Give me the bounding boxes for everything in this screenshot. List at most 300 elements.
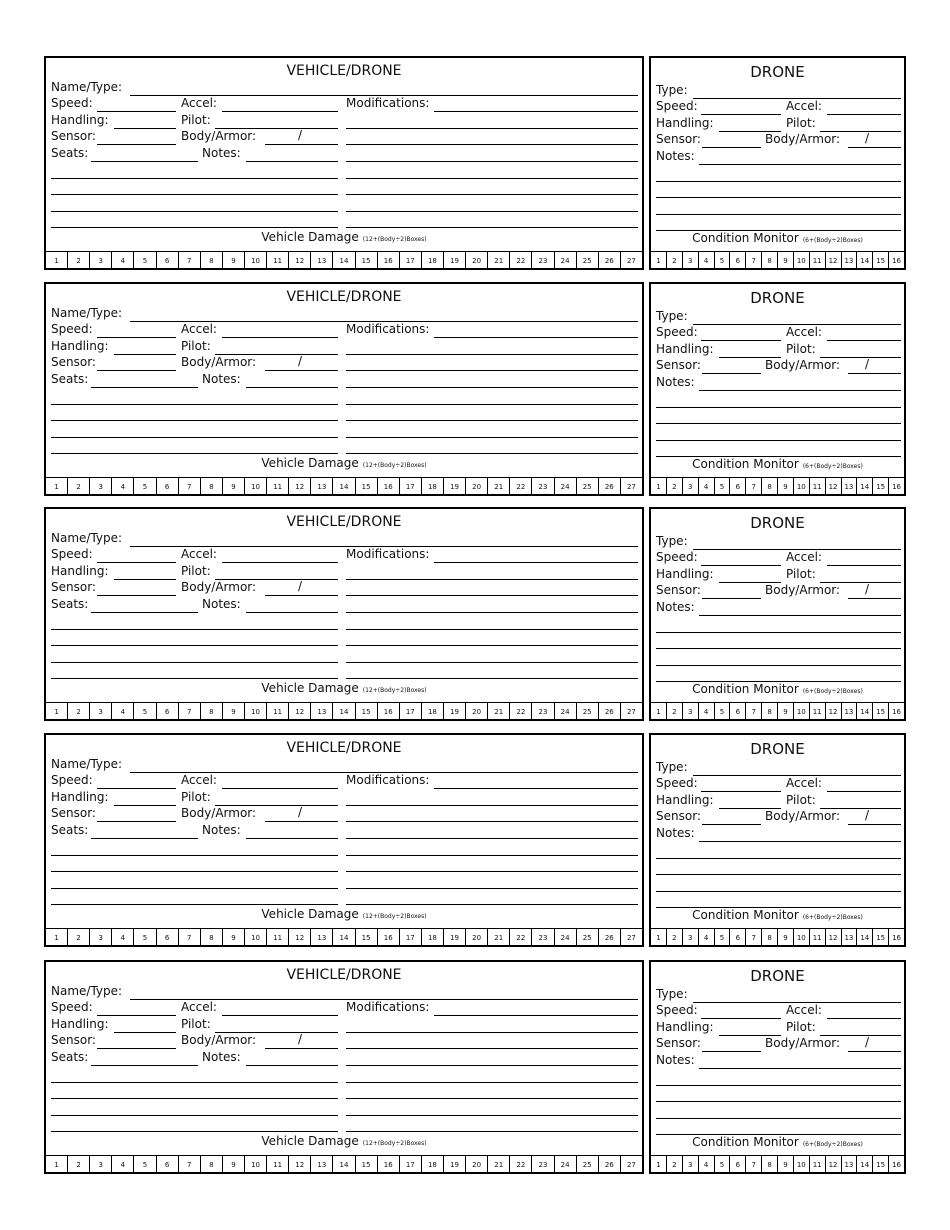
condition-box[interactable]: 16 (892, 934, 902, 942)
notes-line[interactable] (51, 1082, 338, 1083)
damage-box[interactable]: 14 (333, 478, 355, 496)
damage-box[interactable]: 21 (488, 478, 510, 496)
drone-body-armor-field[interactable] (848, 598, 901, 599)
drone-notes-line[interactable] (656, 1118, 901, 1119)
modifications-line[interactable] (346, 838, 638, 839)
speed-field[interactable] (97, 788, 176, 789)
condition-box[interactable]: 13 (842, 703, 858, 721)
damage-box[interactable]: 19 (444, 478, 466, 496)
notes-line[interactable] (51, 437, 338, 438)
drone-accel-field[interactable] (827, 565, 901, 566)
damage-box[interactable]: 27 (626, 257, 636, 265)
damage-box[interactable]: 16 (378, 252, 400, 270)
drone-speed-field[interactable] (701, 114, 781, 115)
accel-field[interactable] (222, 337, 338, 338)
damage-box[interactable]: 26 (599, 252, 621, 270)
modifications-line[interactable] (346, 871, 638, 872)
seats-field[interactable] (91, 387, 198, 388)
drone-accel-field[interactable] (827, 114, 901, 115)
condition-box[interactable]: 8 (762, 929, 778, 947)
speed-field[interactable] (97, 1015, 176, 1016)
modifications-line[interactable] (346, 1048, 638, 1049)
damage-box[interactable]: 22 (510, 252, 532, 270)
drone-notes-line[interactable] (656, 648, 901, 649)
drone-notes-field[interactable] (699, 164, 901, 165)
damage-box[interactable]: 13 (311, 703, 333, 721)
modifications-line[interactable] (346, 1115, 638, 1116)
damage-box[interactable]: 12 (289, 478, 311, 496)
damage-box[interactable]: 23 (532, 1156, 554, 1174)
modifications-field[interactable] (434, 111, 638, 112)
condition-box[interactable]: 10 (794, 929, 810, 947)
condition-box[interactable]: 9 (778, 478, 794, 496)
modifications-line[interactable] (346, 194, 638, 195)
condition-box[interactable]: 7 (746, 929, 762, 947)
condition-box[interactable]: 15 (873, 252, 889, 270)
damage-box[interactable]: 4 (112, 703, 134, 721)
damage-box[interactable]: 13 (311, 1156, 333, 1174)
handling-field[interactable] (114, 805, 176, 806)
damage-box[interactable]: 1 (46, 1156, 68, 1174)
damage-box[interactable]: 9 (223, 1156, 245, 1174)
accel-field[interactable] (222, 788, 338, 789)
condition-box[interactable]: 7 (746, 252, 762, 270)
notes-line[interactable] (51, 420, 338, 421)
notes-line[interactable] (51, 178, 338, 179)
modifications-line[interactable] (346, 387, 638, 388)
drone-notes-line[interactable] (656, 858, 901, 859)
notes-field[interactable] (246, 838, 338, 839)
damage-box[interactable]: 26 (599, 478, 621, 496)
condition-box[interactable]: 13 (842, 929, 858, 947)
notes-line[interactable] (51, 404, 338, 405)
modifications-line[interactable] (346, 595, 638, 596)
speed-field[interactable] (97, 111, 176, 112)
damage-box[interactable]: 8 (201, 1156, 223, 1174)
damage-box[interactable]: 22 (510, 478, 532, 496)
modifications-line[interactable] (346, 629, 638, 630)
notes-line[interactable] (51, 1131, 338, 1132)
modifications-line[interactable] (346, 855, 638, 856)
damage-box[interactable]: 6 (157, 252, 179, 270)
condition-box[interactable]: 9 (778, 929, 794, 947)
condition-box[interactable]: 2 (667, 703, 683, 721)
condition-box[interactable]: 5 (715, 478, 731, 496)
damage-box[interactable]: 1 (46, 478, 68, 496)
sensor-field[interactable] (97, 595, 176, 596)
damage-box[interactable]: 23 (532, 252, 554, 270)
condition-box[interactable]: 6 (730, 703, 746, 721)
condition-box[interactable]: 9 (778, 1156, 794, 1174)
handling-field[interactable] (114, 1032, 176, 1033)
damage-box[interactable]: 26 (599, 1156, 621, 1174)
condition-box[interactable]: 16 (892, 483, 902, 491)
damage-box[interactable]: 25 (577, 1156, 599, 1174)
damage-box[interactable]: 5 (134, 1156, 156, 1174)
condition-box[interactable]: 12 (826, 252, 842, 270)
damage-box[interactable]: 27 (626, 708, 636, 716)
drone-sensor-field[interactable] (702, 598, 761, 599)
damage-box[interactable]: 22 (510, 1156, 532, 1174)
drone-accel-field[interactable] (827, 340, 901, 341)
damage-box[interactable]: 7 (179, 252, 201, 270)
condition-box[interactable]: 12 (826, 703, 842, 721)
damage-box[interactable]: 4 (112, 478, 134, 496)
drone-speed-field[interactable] (701, 1018, 781, 1019)
damage-box[interactable]: 24 (555, 1156, 577, 1174)
notes-line[interactable] (51, 1098, 338, 1099)
speed-field[interactable] (97, 562, 176, 563)
drone-body-armor-field[interactable] (848, 147, 901, 148)
body-armor-field[interactable] (265, 370, 338, 371)
notes-line[interactable] (51, 662, 338, 663)
condition-box[interactable]: 11 (810, 929, 826, 947)
drone-sensor-field[interactable] (702, 824, 761, 825)
condition-box[interactable]: 11 (810, 703, 826, 721)
drone-notes-line[interactable] (656, 407, 901, 408)
seats-field[interactable] (91, 161, 198, 162)
condition-box[interactable]: 2 (667, 929, 683, 947)
notes-field[interactable] (246, 612, 338, 613)
condition-box[interactable]: 1 (651, 252, 667, 270)
modifications-field[interactable] (434, 337, 638, 338)
condition-box[interactable]: 8 (762, 478, 778, 496)
modifications-line[interactable] (346, 1082, 638, 1083)
damage-box[interactable]: 8 (201, 478, 223, 496)
modifications-line[interactable] (346, 161, 638, 162)
condition-box[interactable]: 16 (892, 708, 902, 716)
damage-box[interactable]: 9 (223, 703, 245, 721)
condition-box[interactable]: 9 (778, 252, 794, 270)
damage-box[interactable]: 18 (422, 703, 444, 721)
condition-box[interactable]: 13 (842, 252, 858, 270)
condition-box[interactable]: 15 (873, 1156, 889, 1174)
drone-sensor-field[interactable] (702, 373, 761, 374)
damage-box[interactable]: 19 (444, 1156, 466, 1174)
damage-box[interactable]: 13 (311, 478, 333, 496)
damage-box[interactable]: 25 (577, 703, 599, 721)
drone-notes-field[interactable] (699, 841, 901, 842)
condition-box[interactable]: 15 (873, 478, 889, 496)
modifications-line[interactable] (346, 904, 638, 905)
condition-box[interactable]: 1 (651, 1156, 667, 1174)
damage-box[interactable]: 18 (422, 252, 444, 270)
damage-box[interactable]: 2 (68, 929, 90, 947)
sensor-field[interactable] (97, 1048, 176, 1049)
handling-field[interactable] (114, 128, 176, 129)
condition-box[interactable]: 15 (873, 929, 889, 947)
damage-box[interactable]: 3 (90, 929, 112, 947)
condition-box[interactable]: 13 (842, 478, 858, 496)
condition-box[interactable]: 8 (762, 703, 778, 721)
damage-box[interactable]: 22 (510, 703, 532, 721)
damage-box[interactable]: 25 (577, 478, 599, 496)
sensor-field[interactable] (97, 144, 176, 145)
drone-sensor-field[interactable] (702, 1051, 761, 1052)
condition-box[interactable]: 6 (730, 1156, 746, 1174)
body-armor-field[interactable] (265, 144, 338, 145)
damage-box[interactable]: 24 (555, 252, 577, 270)
damage-box[interactable]: 19 (444, 703, 466, 721)
condition-box[interactable]: 7 (746, 478, 762, 496)
sensor-field[interactable] (97, 370, 176, 371)
condition-box[interactable]: 6 (730, 252, 746, 270)
condition-box[interactable]: 4 (699, 703, 715, 721)
damage-box[interactable]: 10 (245, 478, 267, 496)
modifications-line[interactable] (346, 437, 638, 438)
damage-box[interactable]: 21 (488, 252, 510, 270)
damage-box[interactable]: 25 (577, 252, 599, 270)
damage-box[interactable]: 7 (179, 478, 201, 496)
condition-box[interactable]: 12 (826, 1156, 842, 1174)
drone-body-armor-field[interactable] (848, 373, 901, 374)
damage-box[interactable]: 23 (532, 703, 554, 721)
modifications-line[interactable] (346, 805, 638, 806)
modifications-line[interactable] (346, 144, 638, 145)
damage-box[interactable]: 3 (90, 478, 112, 496)
condition-box[interactable]: 8 (762, 1156, 778, 1174)
condition-box[interactable]: 15 (873, 703, 889, 721)
notes-line[interactable] (51, 678, 338, 679)
condition-box[interactable]: 5 (715, 252, 731, 270)
damage-box[interactable]: 2 (68, 478, 90, 496)
damage-box[interactable]: 12 (289, 929, 311, 947)
damage-box[interactable]: 15 (356, 929, 378, 947)
damage-box[interactable]: 21 (488, 929, 510, 947)
notes-field[interactable] (246, 387, 338, 388)
damage-box[interactable]: 14 (333, 1156, 355, 1174)
condition-box[interactable]: 10 (794, 478, 810, 496)
modifications-field[interactable] (434, 562, 638, 563)
condition-box[interactable]: 13 (842, 1156, 858, 1174)
drone-notes-field[interactable] (699, 615, 901, 616)
damage-box[interactable]: 12 (289, 703, 311, 721)
damage-box[interactable]: 27 (626, 483, 636, 491)
damage-box[interactable]: 6 (157, 1156, 179, 1174)
damage-box[interactable]: 7 (179, 703, 201, 721)
condition-box[interactable]: 1 (651, 478, 667, 496)
condition-box[interactable]: 3 (683, 252, 699, 270)
damage-box[interactable]: 1 (46, 929, 68, 947)
condition-box[interactable]: 14 (857, 703, 873, 721)
damage-box[interactable]: 20 (466, 478, 488, 496)
condition-box[interactable]: 16 (892, 1161, 902, 1169)
damage-box[interactable]: 23 (532, 929, 554, 947)
damage-box[interactable]: 10 (245, 929, 267, 947)
condition-box[interactable]: 7 (746, 703, 762, 721)
drone-notes-line[interactable] (656, 423, 901, 424)
damage-box[interactable]: 9 (223, 252, 245, 270)
modifications-line[interactable] (346, 821, 638, 822)
damage-box[interactable]: 1 (46, 252, 68, 270)
damage-box[interactable]: 11 (267, 929, 289, 947)
handling-field[interactable] (114, 354, 176, 355)
drone-notes-line[interactable] (656, 214, 901, 215)
notes-field[interactable] (246, 161, 338, 162)
damage-box[interactable]: 11 (267, 703, 289, 721)
condition-box[interactable]: 3 (683, 1156, 699, 1174)
condition-box[interactable]: 14 (857, 252, 873, 270)
accel-field[interactable] (222, 562, 338, 563)
sensor-field[interactable] (97, 821, 176, 822)
notes-line[interactable] (51, 871, 338, 872)
modifications-line[interactable] (346, 354, 638, 355)
drone-accel-field[interactable] (827, 791, 901, 792)
damage-box[interactable]: 6 (157, 703, 179, 721)
condition-box[interactable]: 2 (667, 478, 683, 496)
seats-field[interactable] (91, 1065, 198, 1066)
damage-box[interactable]: 9 (223, 478, 245, 496)
condition-box[interactable]: 12 (826, 929, 842, 947)
damage-box[interactable]: 12 (289, 1156, 311, 1174)
damage-box[interactable]: 5 (134, 929, 156, 947)
modifications-line[interactable] (346, 404, 638, 405)
damage-box[interactable]: 10 (245, 703, 267, 721)
condition-box[interactable]: 10 (794, 252, 810, 270)
damage-box[interactable]: 24 (555, 929, 577, 947)
drone-notes-field[interactable] (699, 390, 901, 391)
modifications-line[interactable] (346, 178, 638, 179)
damage-box[interactable]: 3 (90, 703, 112, 721)
damage-box[interactable]: 8 (201, 703, 223, 721)
damage-box[interactable]: 14 (333, 252, 355, 270)
damage-box[interactable]: 5 (134, 252, 156, 270)
damage-box[interactable]: 27 (626, 934, 636, 942)
modifications-field[interactable] (434, 1015, 638, 1016)
modifications-line[interactable] (346, 645, 638, 646)
condition-box[interactable]: 12 (826, 478, 842, 496)
modifications-line[interactable] (346, 888, 638, 889)
damage-box[interactable]: 11 (267, 1156, 289, 1174)
damage-box[interactable]: 2 (68, 1156, 90, 1174)
condition-box[interactable]: 11 (810, 252, 826, 270)
damage-box[interactable]: 11 (267, 478, 289, 496)
damage-box[interactable]: 2 (68, 703, 90, 721)
drone-body-armor-field[interactable] (848, 1051, 901, 1052)
condition-box[interactable]: 10 (794, 1156, 810, 1174)
notes-line[interactable] (51, 227, 338, 228)
drone-notes-line[interactable] (656, 632, 901, 633)
modifications-line[interactable] (346, 678, 638, 679)
body-armor-field[interactable] (265, 1048, 338, 1049)
damage-box[interactable]: 7 (179, 1156, 201, 1174)
damage-box[interactable]: 12 (289, 252, 311, 270)
condition-box[interactable]: 1 (651, 929, 667, 947)
damage-box[interactable]: 10 (245, 1156, 267, 1174)
condition-box[interactable]: 14 (857, 1156, 873, 1174)
condition-box[interactable]: 9 (778, 703, 794, 721)
damage-box[interactable]: 17 (400, 1156, 422, 1174)
condition-box[interactable]: 6 (730, 929, 746, 947)
damage-box[interactable]: 7 (179, 929, 201, 947)
modifications-line[interactable] (346, 128, 638, 129)
drone-speed-field[interactable] (701, 791, 781, 792)
drone-notes-line[interactable] (656, 891, 901, 892)
modifications-line[interactable] (346, 579, 638, 580)
damage-box[interactable]: 20 (466, 929, 488, 947)
damage-box[interactable]: 1 (46, 703, 68, 721)
damage-box[interactable]: 21 (488, 1156, 510, 1174)
damage-box[interactable]: 21 (488, 703, 510, 721)
notes-line[interactable] (51, 1115, 338, 1116)
damage-box[interactable]: 5 (134, 478, 156, 496)
drone-notes-line[interactable] (656, 665, 901, 666)
modifications-field[interactable] (434, 788, 638, 789)
damage-box[interactable]: 6 (157, 929, 179, 947)
damage-box[interactable]: 17 (400, 252, 422, 270)
damage-box[interactable]: 24 (555, 478, 577, 496)
drone-notes-line[interactable] (656, 197, 901, 198)
modifications-line[interactable] (346, 370, 638, 371)
damage-box[interactable]: 22 (510, 929, 532, 947)
damage-box[interactable]: 18 (422, 1156, 444, 1174)
condition-box[interactable]: 3 (683, 929, 699, 947)
condition-box[interactable]: 4 (699, 1156, 715, 1174)
condition-box[interactable]: 5 (715, 1156, 731, 1174)
damage-box[interactable]: 16 (378, 929, 400, 947)
damage-box[interactable]: 17 (400, 703, 422, 721)
condition-box[interactable]: 11 (810, 478, 826, 496)
damage-box[interactable]: 3 (90, 1156, 112, 1174)
modifications-line[interactable] (346, 420, 638, 421)
seats-field[interactable] (91, 838, 198, 839)
damage-box[interactable]: 17 (400, 929, 422, 947)
drone-accel-field[interactable] (827, 1018, 901, 1019)
damage-box[interactable]: 16 (378, 703, 400, 721)
condition-box[interactable]: 5 (715, 703, 731, 721)
body-armor-field[interactable] (265, 821, 338, 822)
damage-box[interactable]: 19 (444, 252, 466, 270)
notes-line[interactable] (51, 855, 338, 856)
damage-box[interactable]: 23 (532, 478, 554, 496)
condition-box[interactable]: 3 (683, 478, 699, 496)
drone-notes-line[interactable] (656, 874, 901, 875)
condition-box[interactable]: 4 (699, 252, 715, 270)
drone-notes-line[interactable] (656, 440, 901, 441)
damage-box[interactable]: 6 (157, 478, 179, 496)
damage-box[interactable]: 20 (466, 252, 488, 270)
modifications-line[interactable] (346, 453, 638, 454)
drone-speed-field[interactable] (701, 340, 781, 341)
condition-box[interactable]: 11 (810, 1156, 826, 1174)
notes-line[interactable] (51, 888, 338, 889)
notes-line[interactable] (51, 211, 338, 212)
damage-box[interactable]: 13 (311, 252, 333, 270)
damage-box[interactable]: 2 (68, 252, 90, 270)
damage-box[interactable]: 15 (356, 252, 378, 270)
drone-notes-line[interactable] (656, 1085, 901, 1086)
damage-box[interactable]: 15 (356, 703, 378, 721)
condition-box[interactable]: 2 (667, 252, 683, 270)
condition-box[interactable]: 16 (892, 257, 902, 265)
damage-box[interactable]: 16 (378, 478, 400, 496)
damage-box[interactable]: 20 (466, 1156, 488, 1174)
drone-notes-line[interactable] (656, 181, 901, 182)
damage-box[interactable]: 16 (378, 1156, 400, 1174)
accel-field[interactable] (222, 111, 338, 112)
modifications-line[interactable] (346, 227, 638, 228)
damage-box[interactable]: 17 (400, 478, 422, 496)
damage-box[interactable]: 10 (245, 252, 267, 270)
damage-box[interactable]: 14 (333, 703, 355, 721)
damage-box[interactable]: 26 (599, 929, 621, 947)
condition-box[interactable]: 4 (699, 478, 715, 496)
damage-box[interactable]: 8 (201, 929, 223, 947)
damage-box[interactable]: 14 (333, 929, 355, 947)
damage-box[interactable]: 9 (223, 929, 245, 947)
damage-box[interactable]: 27 (626, 1161, 636, 1169)
damage-box[interactable]: 15 (356, 478, 378, 496)
